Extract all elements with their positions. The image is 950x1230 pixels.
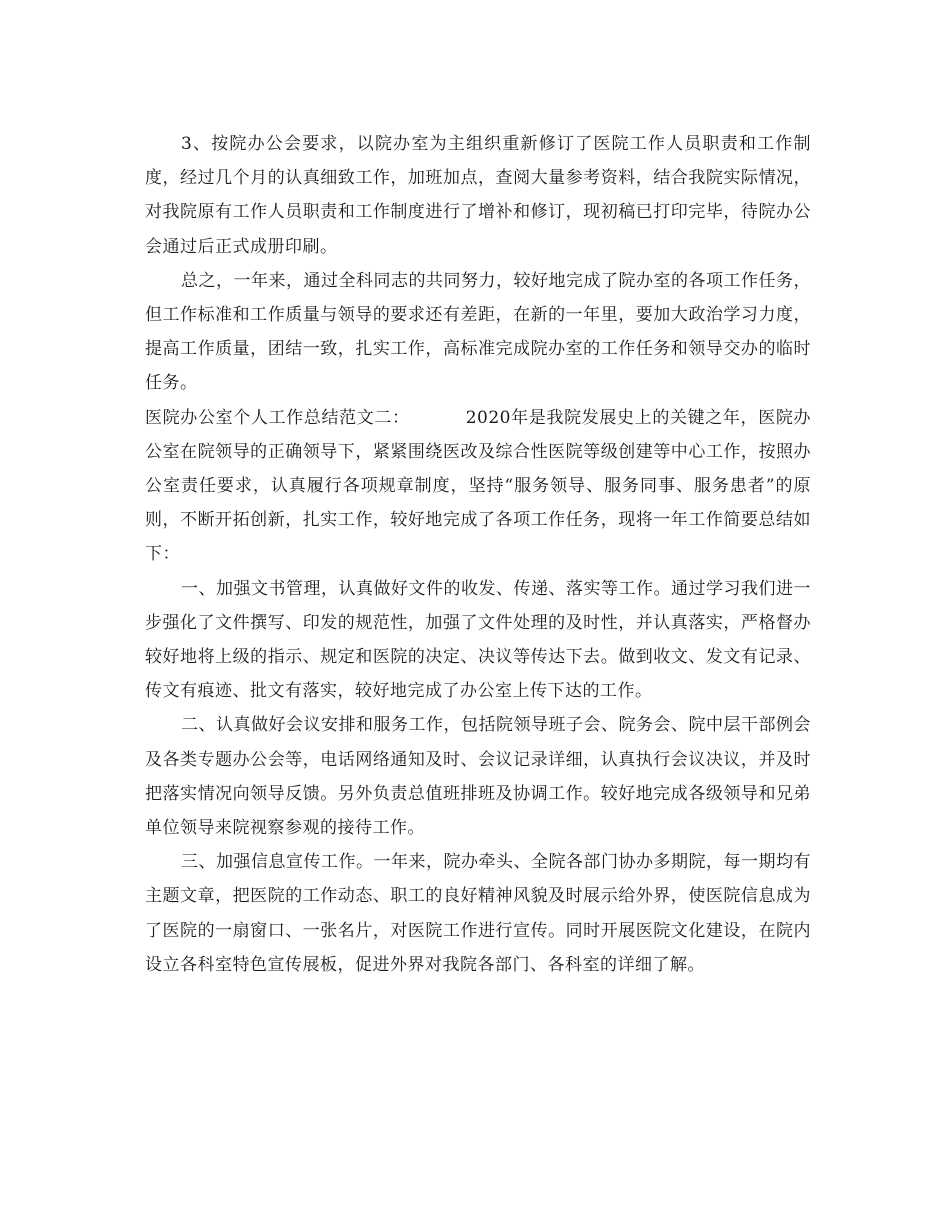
- paragraph-text: 三、加强信息宣传工作。一年来，院办牵头、全院各部门协办多期院，每一期均有主题文章，把医院的工作动态、职工的良好精神风貌及时展示给外界，使医院信息成为了医院的一扇窗口、一张名片，对医院工作进行宣传。同时开展医院文化建设，在院内设立各科室特色宣传展板，促进外界对我院各部门、各科室的详细了解。: [145, 852, 811, 975]
- section-heading: 医院办公室个人工作总结范文二：: [145, 407, 410, 428]
- paragraph-text: 一、加强文书管理，认真做好文件的收发、传递、落实等工作。通过学习我们进一步强化了文件撰写、印发的规范性，加强了文件处理的及时性，并认真落实，严格督办较好地将上级的指示、规定和医院的决定、决议等传达下去。做到收文、发文有记录、传文有痕迹、批文有落实，较好地完成了办公室上传下达的工作。: [145, 578, 811, 702]
- document-body: [145, 127, 811, 982]
- paragraph-sample-two: [145, 401, 811, 572]
- paragraph-summary: [145, 264, 811, 401]
- paragraph-information-publicity: [145, 845, 811, 982]
- paragraph-text: 2020年是我院发展史上的关键之年，医院办公室在院领导的正确领导下，紧紧围绕医改及综合性医院等级创建等中心工作，按照办公室责任要求，认真履行各项规章制度，坚持“服务领导、服务同事、服务患者”的原则，不断开拓创新，扎实工作，较好地完成了各项工作任务，现将一年工作简要总结如下：: [145, 407, 811, 565]
- paragraph-text: 总之，一年来，通过全科同志的共同努力，较好地完成了院办室的各项工作任务，但工作标准和工作质量与领导的要求还有差距，在新的一年里，要加大政治学习力度，提高工作质量，团结一致，扎实工作，高标准完成院办室的工作任务和领导交办的临时任务。: [145, 270, 811, 394]
- paragraph-text: 二、认真做好会议安排和服务工作，包括院领导班子会、院务会、院中层干部例会及各类专题办公会等，电话网络通知及时、会议记录详细，认真执行会议决议，并及时把落实情况向领导反馈。另外负责总值班排班及协调工作。较好地完成各级领导和兄弟单位领导来院视察参观的接待工作。: [145, 715, 811, 839]
- paragraph-document-management: [145, 572, 811, 709]
- paragraph-text: 3、按院办公会要求，以院办室为主组织重新修订了医院工作人员职责和工作制度，经过几个月的认真细致工作，加班加点，查阅大量参考资料，结合我院实际情况，对我院原有工作人员职责和工作制度进行了增补和修订，现初稿已打印完毕，待院办公会通过后正式成册印刷。: [145, 134, 811, 257]
- paragraph-revised-duties: [145, 127, 811, 264]
- paragraph-meeting-service: [145, 708, 811, 845]
